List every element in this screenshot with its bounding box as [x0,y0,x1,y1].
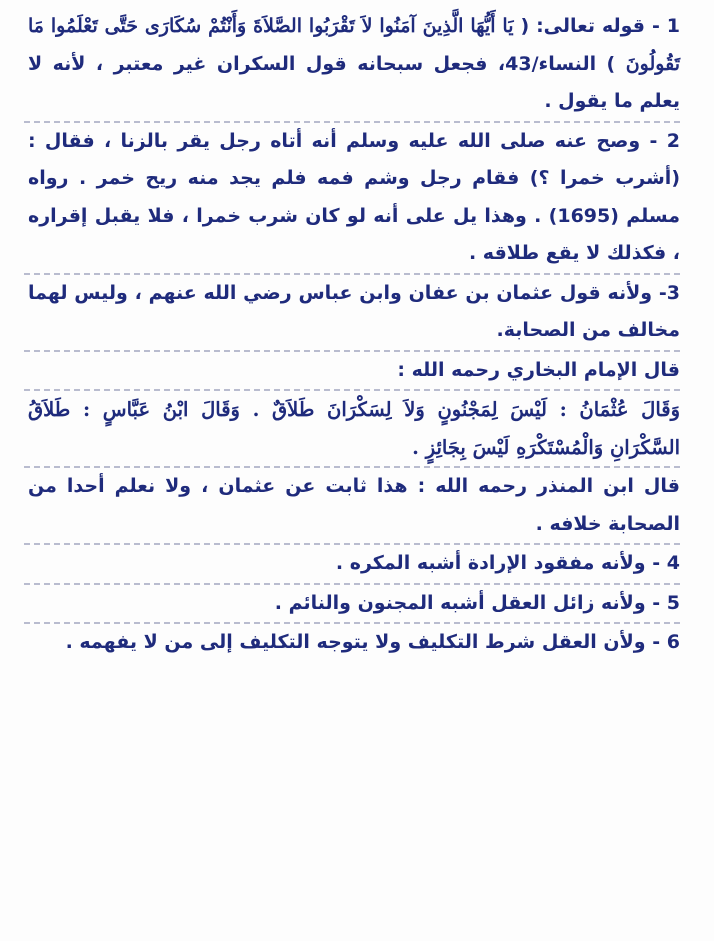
point-text: ولأن العقل شرط التكليف ولا يتوجه التكليف إلى من لا يفهمه . [65,631,646,653]
ibn-al-mundhir-paragraph [28,468,680,543]
verse-reference-commentary: ) النساء/43، فجعل سبحانه قول السكران غير معتبر ، لأنه لا يعلم ما يقول . [28,52,680,112]
point-2-paragraph [28,123,680,273]
point-text: ولأنه قول عثمان بن عفان وابن عباس رضي الله عنهم ، وليس لهما مخالف من الصحابة. [28,281,680,341]
point-text: ولأنه مفقود الإرادة أشبه المكره . [335,552,646,574]
point-number: 2 - [649,129,680,152]
point-number: 3- [658,281,681,304]
bukhari-heading [28,352,680,390]
point-text: ولأنه زائل العقل أشبه المجنون والنائم . [274,591,646,614]
point-3-paragraph [28,275,680,350]
bukhari-quote [28,391,680,466]
quran-verse: يَا أَيُّهَا الَّذِينَ آمَنُوا لاَ تَقْرَبُوا الصَّلاَةَ وَأَنْتُمْ سُكَارَى حَتَّى تَعْلَمُوا مَا تَقُولُونَ [28,15,680,75]
point-5-paragraph [28,585,680,623]
point-number: 1 - [651,15,680,37]
quote-text: وَقَالَ عُثْمَانُ : لَيْسَ لِمَجْنُونٍ وَلاَ لِسَكْرَانَ طَلاَقٌ . وَقَالَ ابْنُ عَبَّاسٍ : طَلاَقُ السَّكْرَانِ وَالْمُسْتَكْرَهِ لَيْسَ بِجَائِزٍ . [28,398,680,459]
verse-intro: قوله تعالى: ( [520,15,645,37]
paragraph-text: قال ابن المنذر رحمه الله : هذا ثابت عن عثمان ، ولا نعلم أحدا من الصحابة خلافه . [28,475,680,535]
point-text: وصح عنه صلى الله عليه وسلم أنه أتاه رجل يقر بالزنا ، فقال : (أشرب خمرا ؟) فقام رجل وشم فمه فلم يجد منه ريح خمر . رواه مسلم (1695) . وهذا يل على أنه لو كان شرب خمرا ، فلا يقبل إقراره ، فكذلك لا يقع طلاقه . [28,129,680,264]
point-4-paragraph [28,545,680,583]
point-6-paragraph [28,624,680,662]
point-1-paragraph [28,8,680,121]
point-number: 4 - [652,552,680,574]
heading-text: قال الإمام البخاري رحمه الله : [397,358,680,381]
point-number: 6 - [652,631,680,653]
point-number: 5 - [652,591,680,614]
